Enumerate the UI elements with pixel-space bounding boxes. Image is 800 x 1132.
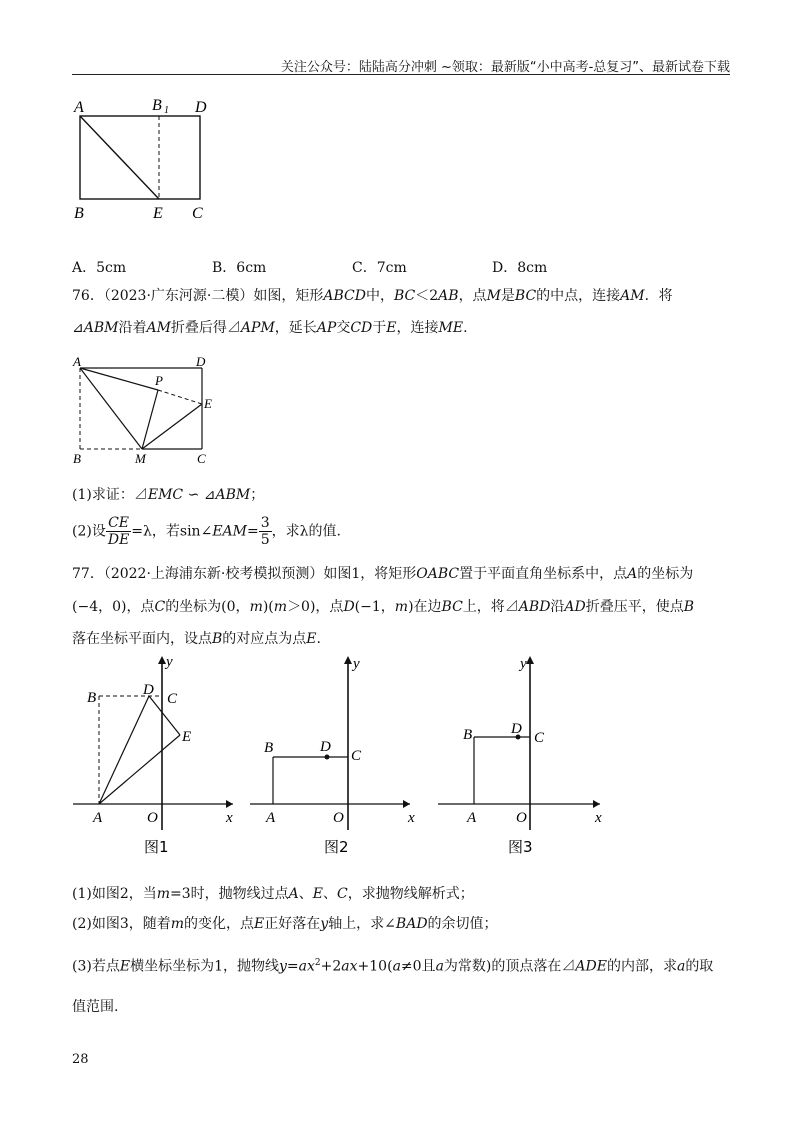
svg-text:图2: 图2 [324, 838, 349, 856]
svg-text:x: x [408, 810, 415, 826]
svg-text:A: A [266, 810, 276, 826]
svg-text:C: C [534, 730, 545, 746]
q77-sub2: (2)如图3，随着m的变化，点E正好落在y轴上，求∠BAD的余切值； [72, 916, 498, 932]
svg-text:C: C [167, 691, 178, 707]
option-a: A．5cm [72, 260, 127, 276]
q77-sub3: (3)若点E横坐标坐标为1，抛物线$y=ax^2+2ax+10(a\ne 0$且a为常数)的顶点落在⊿ADE的内部，求a的取 [72, 958, 714, 975]
q77-line1: 77．（2022·上海浦东新·校考模拟预测）如图1，将矩形OABC置于平面直角坐标系中，点A的坐标为 [72, 566, 694, 582]
svg-text:B: B [463, 727, 473, 743]
svg-text:y: y [166, 654, 173, 670]
svg-text:A: A [73, 354, 81, 369]
svg-text:C: C [197, 451, 206, 466]
svg-text:y: y [520, 656, 527, 672]
page-header: 关注公众号：陆陆高分冲刺 ~领取：最新版“小中高考-总复习”、最新试卷下载 [280, 60, 730, 75]
svg-text:x: x [595, 810, 602, 826]
header-divider [72, 74, 730, 75]
label-A: A [74, 99, 84, 116]
q76-sub2: (2)设 $\frac{CE}{DE}$ =λ，若sin∠EAM= $\frac{3}{5}$ ，求λ的值. [72, 515, 341, 548]
q77-line3: 落在坐标平面内，设点B的对应点为点E. [72, 631, 321, 647]
svg-text:E: E [182, 729, 192, 745]
svg-text:M: M [135, 451, 146, 466]
label-B1-sub: 1 [164, 105, 169, 116]
svg-text:E: E [204, 396, 212, 411]
label-E: E [153, 205, 163, 222]
q76-line2: ⊿ABM沿着AM折叠后得⊿APM，延长AP交CD于E，连接ME. [72, 320, 468, 336]
figure-77-3 [430, 650, 610, 860]
svg-text:B: B [73, 451, 81, 466]
page-number: 28 [72, 1052, 89, 1067]
svg-text:O: O [333, 810, 344, 826]
q77-sub1: (1)如图2，当m=3时，抛物线过点A、E、C，求抛物线解析式； [72, 886, 474, 902]
label-C: C [192, 205, 203, 222]
option-d: D．8cm [492, 260, 548, 276]
label-B1: B [152, 97, 162, 114]
svg-text:A: A [93, 810, 103, 826]
q77-sub3-line2: 值范围. [72, 999, 119, 1015]
option-b: B．6cm [212, 260, 267, 276]
q76-line1: 76．（2023·广东河源·二模）如图，矩形ABCD中，BC＜2AB，点M是BC的中点，连接AM．将 [72, 288, 673, 304]
svg-text:图3: 图3 [508, 838, 533, 856]
svg-text:B: B [264, 740, 274, 756]
svg-text:O: O [516, 810, 527, 826]
svg-text:图1: 图1 [144, 838, 169, 856]
svg-text:D: D [143, 682, 154, 698]
svg-text:P: P [155, 373, 163, 388]
option-c: C．7cm [352, 260, 407, 276]
q76-sub1: (1)求证：⊿EMC ∽ ⊿ABM； [72, 487, 265, 503]
svg-text:y: y [353, 656, 360, 672]
q77-line2: (−4，0)，点C的坐标为(0，m)(m＞0)，点D(−1，m)在边BC上，将⊿ABD沿AD折叠压平，使点B [72, 599, 695, 615]
figure-q76 [62, 352, 232, 467]
svg-text:D: D [196, 354, 206, 369]
svg-text:A: A [467, 810, 477, 826]
svg-text:x: x [226, 810, 233, 826]
svg-text:C: C [351, 748, 362, 764]
figure-77-1 [65, 650, 245, 860]
svg-text:B: B [87, 690, 97, 706]
label-B: B [74, 205, 84, 222]
svg-text:D: D [320, 739, 331, 755]
label-D: D [195, 99, 207, 116]
svg-text:D: D [511, 721, 522, 737]
svg-text:O: O [147, 810, 158, 826]
figure-77-2 [245, 650, 425, 860]
figure-rectangle-fold [60, 92, 230, 227]
